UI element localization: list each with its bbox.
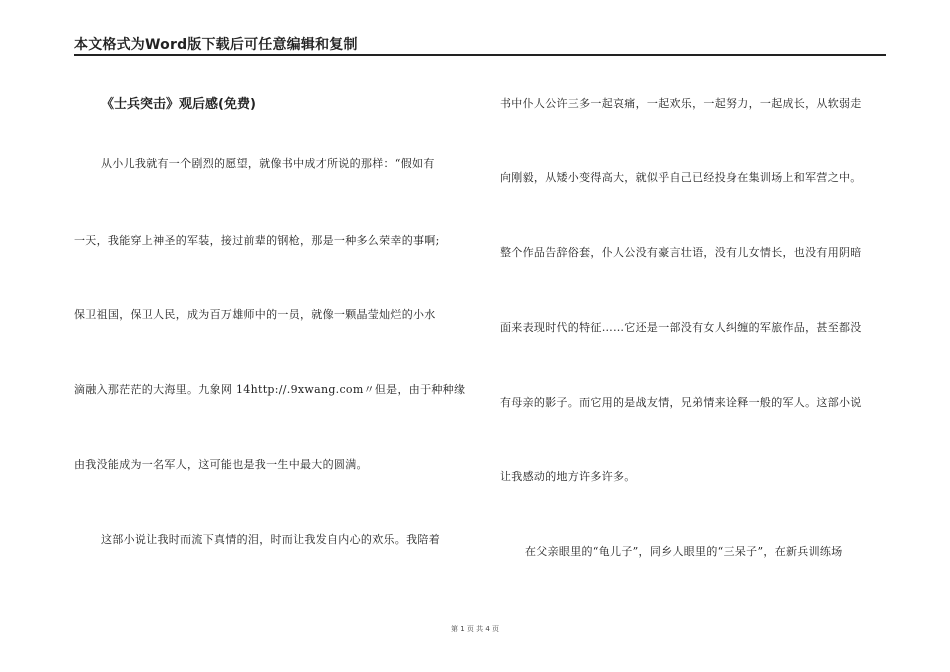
right-line-2: 向刚毅，从矮小变得高大，就似乎自己已经投身在集训场上和军营之中。 [500,171,862,184]
document-header [74,30,886,56]
right-line-5: 有母亲的影子。而它用的是战友情，兄弟情来诠释一般的军人。这部小说 [500,396,862,409]
left-line-6: 这部小说让我时而流下真情的泪，时而让我发自内心的欢乐。我陪着 [101,533,440,546]
right-line-7: 在父亲眼里的“龟儿子”，同乡人眼里的“三呆子”，在新兵训练场 [525,545,843,558]
right-line-6: 让我感动的地方许多许多。 [500,470,636,483]
left-line-1: 从小儿我就有一个剧烈的愿望，就像书中成才所说的那样：“假如有 [101,157,435,170]
left-line-5: 由我没能成为一名军人，这可能也是我一生中最大的圆满。 [74,458,368,471]
left-line-4: 滴融入那茫茫的大海里。九象网 14http://.9xwang.com〃但是，由于种种缘 [74,383,466,396]
right-line-1: 书中仆人公许三多一起哀痛，一起欢乐，一起努力，一起成长，从软弱走 [500,97,862,110]
header-text: 本文格式为Word版下载后可任意编辑和复制 [74,37,358,53]
document-title: 《士兵突击》观后感(免费) [101,97,256,112]
page-number: 第 1 页 共 4 页 [450,625,500,633]
right-line-4: 面来表现时代的特征……它还是一部没有女人纠缠的军旅作品，甚至都没 [500,321,862,334]
left-line-2: 一天，我能穿上神圣的军装，接过前辈的钢枪，那是一种多么荣幸的事啊; [74,234,440,247]
right-line-3: 整个作品告辞俗套，仆人公没有豪言壮语，没有儿女情长，也没有用阴暗 [500,246,862,259]
left-line-3: 保卫祖国，保卫人民，成为百万雄师中的一员，就像一颗晶莹灿烂的小水 [74,308,436,321]
